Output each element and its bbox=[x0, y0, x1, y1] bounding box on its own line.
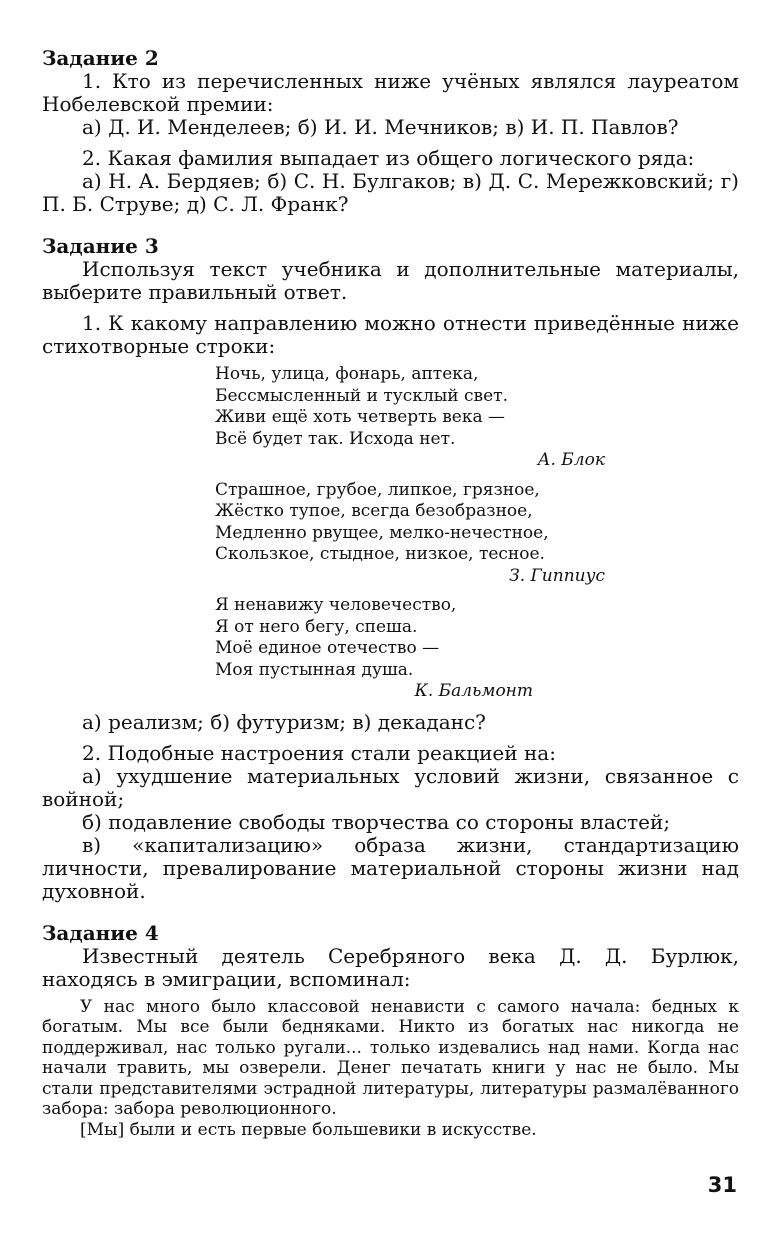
poem-author: А. Блок bbox=[537, 450, 605, 470]
task2-question2: 2. Какая фамилия выпадает из общего логического ряда: bbox=[82, 146, 695, 170]
poem-line: Скользкое, стыдное, низкое, тесное. bbox=[215, 544, 545, 564]
task2-question1-options: а) Д. И. Менделеев; б) И. И. Мечников; в) И. П. Павлов? bbox=[82, 115, 679, 139]
poem-line: Я ненавижу человечество, bbox=[215, 595, 457, 615]
task3-question2-option-a: а) ухудшение материальных условий жизни, связанное с войной; bbox=[42, 763, 739, 811]
task4-heading: Задание 4 bbox=[42, 920, 159, 945]
poem-line: Всё будет так. Исхода нет. bbox=[215, 428, 456, 449]
poem-author: З. Гиппиус bbox=[509, 565, 605, 586]
burliuk-quote-conclusion: [Мы] были и есть первые большевики в искусстве. bbox=[80, 1120, 537, 1141]
task3-question2: 2. Подобные настроения стали реакцией на: bbox=[82, 740, 556, 765]
poem-line: Жёстко тупое, всегда безобразное, bbox=[215, 501, 533, 521]
poem-line: Моя пустынная душа. bbox=[215, 659, 414, 680]
task4-intro: Известный деятель Серебряного века Д. Д. Бурлюк, находясь в эмиграции, вспоминал: bbox=[42, 943, 739, 991]
task3-question1: 1. К какому направлению можно отнести приведённые ниже стихотворные строки: bbox=[42, 311, 739, 358]
task2-question1: 1. Кто из перечисленных ниже учёных являлся лауреатом Нобелевской премии: bbox=[42, 69, 739, 116]
burliuk-quote: У нас много было классовой ненависти с самого начала: бедных к богатым. Мы все были бедняками. Никто из богатых нас никогда не поддерживал, нас только ругали... только издевались над нами. Когда нас начали травить, мы озверели. Денег печатать книги у нас не было. Мы стали представителями эстрадной литературы, литературы размалёванного забора: забора революционного. bbox=[42, 996, 739, 1120]
poem-gippius bbox=[215, 480, 605, 588]
poem-line: Я от него бегу, спеша. bbox=[215, 616, 418, 637]
poem-author: К. Бальмонт bbox=[414, 681, 533, 701]
poem-line: Страшное, грубое, липкое, грязное, bbox=[215, 479, 540, 500]
task3-question2-option-b: б) подавление свободы творчества со стороны властей; bbox=[82, 809, 671, 834]
poem-line: Медленно рвущее, мелко-нечестное, bbox=[215, 522, 549, 543]
page-number: 31 bbox=[707, 1173, 737, 1197]
poem-block bbox=[215, 364, 605, 703]
poem-line: Бессмысленный и тусклый свет. bbox=[215, 385, 508, 406]
poem-blok bbox=[215, 364, 605, 472]
page-content bbox=[42, 46, 739, 1141]
poem-line: Ночь, улица, фонарь, аптека, bbox=[215, 364, 479, 384]
task3-question1-options: а) реализм; б) футуризм; в) декаданс? bbox=[82, 709, 486, 734]
poem-line: Живи ещё хоть четверть века — bbox=[215, 407, 506, 427]
poem-line: Моё единое отечество — bbox=[215, 638, 440, 658]
task2-question2-options: а) Н. А. Бердяев; б) С. Н. Булгаков; в) Д. С. Мережковский; г) П. Б. Струве; д) С. Л. Франк? bbox=[42, 169, 739, 216]
task3-question2-option-c: в) «капитализацию» образа жизни, стандартизацию личности, превалирование материальной стороны жизни над духовной. bbox=[42, 832, 739, 903]
task3-heading: Задание 3 bbox=[42, 234, 159, 258]
task3-intro: Используя текст учебника и дополнительные материалы, выберите правильный ответ. bbox=[42, 257, 739, 304]
task2-heading: Задание 2 bbox=[42, 46, 159, 70]
poem-balmont bbox=[215, 595, 605, 703]
